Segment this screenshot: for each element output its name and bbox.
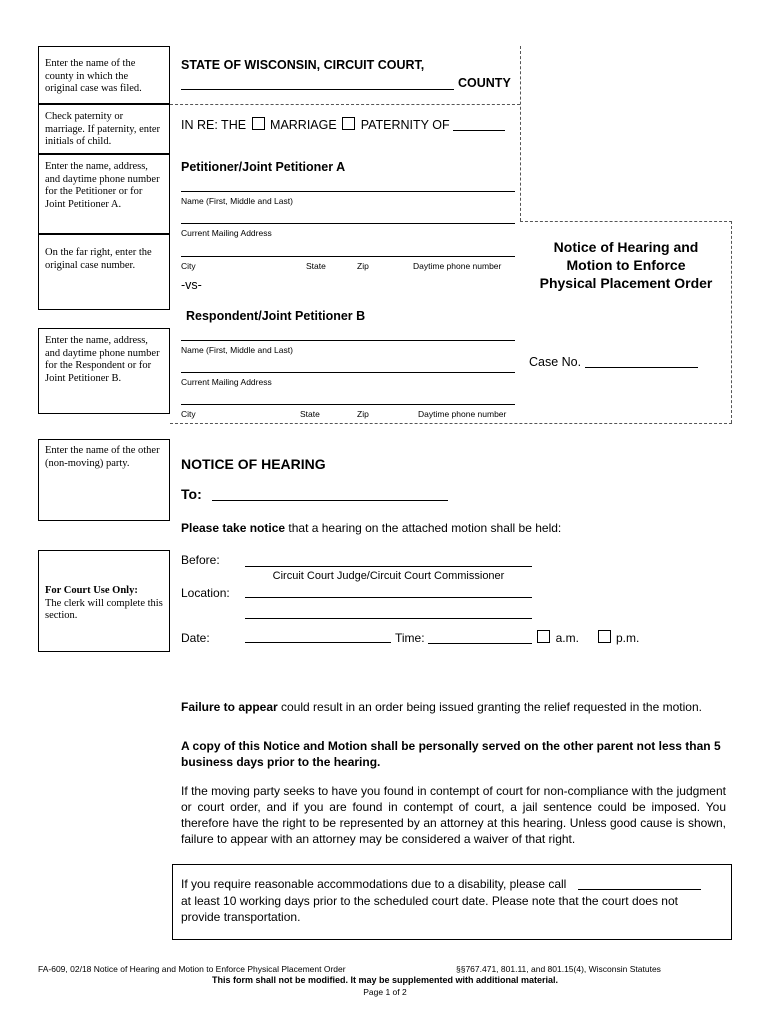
respondent-address-label: Current Mailing Address <box>181 377 272 387</box>
to-label: To: <box>181 486 202 502</box>
am-checkbox[interactable] <box>537 630 550 643</box>
petitioner-name-label: Name (First, Middle and Last) <box>181 196 293 206</box>
time-line <box>395 630 639 645</box>
in-re-prefix: IN RE: THE <box>181 118 247 132</box>
location-label: Location: <box>181 586 230 600</box>
instruction-box-county <box>38 46 170 104</box>
instruction-other-party: Enter the name of the other (non-moving) party. <box>45 445 160 469</box>
paternity-checkbox[interactable] <box>342 117 355 130</box>
instruction-box-respondent <box>38 328 170 414</box>
to-field[interactable] <box>212 500 448 501</box>
respondent-address-field[interactable] <box>181 372 515 373</box>
footer-page-number: Page 1 of 2 <box>363 987 407 997</box>
petitioner-heading: Petitioner/Joint Petitioner A <box>181 160 346 174</box>
location-field[interactable] <box>245 597 532 598</box>
marriage-checkbox[interactable] <box>252 117 265 130</box>
respondent-phone-label: Daytime phone number <box>418 409 507 419</box>
court-use-box <box>38 550 170 652</box>
date-label: Date: <box>181 631 210 645</box>
versus-label: -vs- <box>181 278 202 292</box>
marriage-label: MARRIAGE <box>270 118 337 132</box>
in-re-line <box>181 117 505 132</box>
form-title-line2: Motion to Enforce <box>566 257 686 273</box>
am-label: a.m. <box>555 631 579 645</box>
county-label: COUNTY <box>458 76 511 90</box>
footer-form-id: FA-609, 02/18 Notice of Hearing and Motion to Enforce Physical Placement Order <box>38 964 346 974</box>
instruction-county: Enter the name of the county in which the original case was filed. <box>45 58 142 94</box>
respondent-zip-label: Zip <box>357 409 369 419</box>
petitioner-address-label: Current Mailing Address <box>181 228 272 238</box>
caption-divider-vertical <box>520 46 521 221</box>
location-field-2[interactable] <box>245 618 532 619</box>
respondent-name-label: Name (First, Middle and Last) <box>181 345 293 355</box>
notice-heading: NOTICE OF HEARING <box>181 456 326 472</box>
caption-divider-right <box>520 221 732 222</box>
respondent-heading: Respondent/Joint Petitioner B <box>186 309 366 323</box>
petitioner-address-field[interactable] <box>181 223 515 224</box>
judge-label: Circuit Court Judge/Circuit Court Commissioner <box>272 570 505 582</box>
petitioner-phone-label: Daytime phone number <box>413 261 502 271</box>
time-field[interactable] <box>428 643 532 644</box>
paternity-label: PATERNITY OF <box>360 118 450 132</box>
instruction-box-other-party <box>38 439 170 521</box>
respondent-state-label: State <box>300 409 320 419</box>
time-label: Time: <box>395 631 425 645</box>
accommodations-line1 <box>181 877 701 891</box>
before-label: Before: <box>181 553 220 567</box>
date-field[interactable] <box>245 642 391 643</box>
county-field[interactable] <box>181 89 454 90</box>
petitioner-state-label: State <box>306 261 326 271</box>
copy-notice: A copy of this Notice and Motion shall be personally served on the other parent not less than 5 business days prior to the hearing. <box>181 739 721 769</box>
petitioner-city-field[interactable] <box>181 256 515 257</box>
accommodations-text-1: If you require reasonable accommodations due to a disability, please call <box>181 877 567 891</box>
instruction-respondent: Enter the name, address, and daytime phone number for the Respondent or for Joint Petitioner B. <box>45 335 160 384</box>
instruction-case-number: On the far right, enter the original case number. <box>45 247 152 271</box>
court-use-title: For Court Use Only: <box>45 585 138 596</box>
instruction-box-petitioner <box>38 154 170 234</box>
case-number <box>529 355 698 369</box>
instruction-box-paternity <box>38 104 170 154</box>
take-notice-rest: that a hearing on the attached motion shall be held: <box>285 521 562 535</box>
take-notice-bold: Please take notice <box>181 521 286 535</box>
form-title-line3: Physical Placement Order <box>539 275 713 291</box>
accommodations-text-2: at least 10 working days prior to the scheduled court date. Please note that the court does not provide transportation. <box>181 894 678 924</box>
accommodations-phone-field[interactable] <box>578 889 701 890</box>
caption-divider-top <box>170 104 520 105</box>
failure-line <box>181 700 702 714</box>
footer-statutes: §§767.471, 801.11, and 801.15(4), Wisconsin Statutes <box>456 964 661 974</box>
caption-divider-bottom <box>170 423 732 424</box>
respondent-city-field[interactable] <box>181 404 515 405</box>
court-header: STATE OF WISCONSIN, CIRCUIT COURT, <box>181 58 425 72</box>
failure-rest: could result in an order being issued granting the relief requested in the motion. <box>277 700 702 714</box>
court-use-body: The clerk will complete this section. <box>45 597 163 621</box>
form-title-line1: Notice of Hearing and <box>553 239 699 255</box>
instruction-box-case-number <box>38 234 170 310</box>
respondent-city-label: City <box>181 409 196 419</box>
take-notice-line <box>181 521 561 535</box>
petitioner-name-field[interactable] <box>181 191 515 192</box>
to-line <box>181 486 448 502</box>
paternity-initials-field[interactable] <box>453 130 505 131</box>
failure-bold: Failure to appear <box>181 700 278 714</box>
before-field[interactable] <box>245 566 532 567</box>
instruction-petitioner: Enter the name, address, and daytime phone number for the Petitioner or for Joint Petitioner A. <box>45 161 160 210</box>
petitioner-city-label: City <box>181 261 196 271</box>
petitioner-zip-label: Zip <box>357 261 369 271</box>
case-number-field[interactable] <box>585 367 698 368</box>
form-title <box>520 238 732 292</box>
pm-label: p.m. <box>615 631 640 645</box>
instruction-paternity: Check paternity or marriage. If paternity, enter initials of child. <box>45 111 161 147</box>
contempt-paragraph: If the moving party seeks to have you found in contempt of court for non-compliance with the judgment or court order, and if you are found in contempt of court, a jail sentence could be imposed. You therefore have the right to be represented by an attorney at this hearing. Unless good cause is shown, failure to appear with an attorney may be considered a waiver of that right. <box>181 784 726 846</box>
footer-warning: This form shall not be modified. It may be supplemented with additional material. <box>211 975 559 985</box>
respondent-name-field[interactable] <box>181 340 515 341</box>
case-number-label: Case No. <box>529 355 582 369</box>
pm-checkbox[interactable] <box>598 630 611 643</box>
